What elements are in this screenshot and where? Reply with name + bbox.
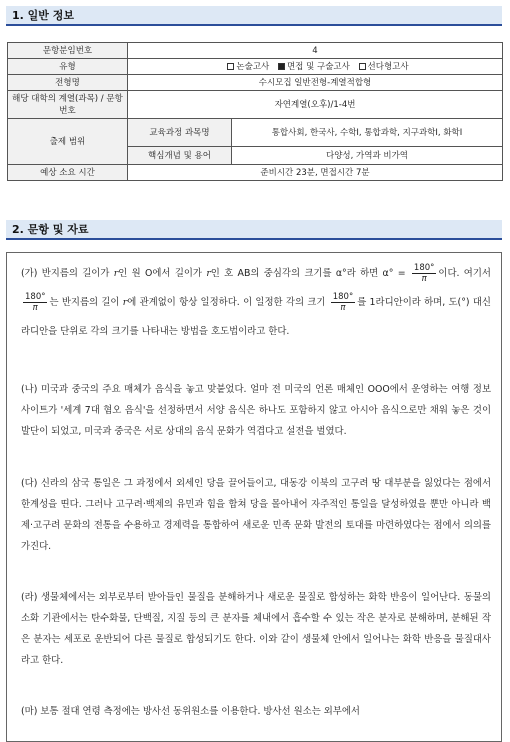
table-row (8, 165, 503, 181)
label-key-concepts: 핵심개념 및 용어 (128, 147, 232, 165)
value-admission-type: 수시모집 일반전형-계열적합형 (128, 75, 503, 91)
table-row (8, 119, 503, 147)
label-scope: 출제 범위 (8, 119, 128, 165)
general-info-table (7, 42, 503, 181)
table-row (8, 75, 503, 91)
value-type (128, 59, 503, 75)
passage-box (6, 252, 502, 742)
section-title: 1. 일반 정보 (12, 9, 74, 22)
table-row (8, 59, 503, 75)
passage-na: (나) 미국과 중국의 주요 매체가 음식을 놓고 맞붙었다. 얼마 전 미국의 언론 매체인 OOO에서 운영하는 여행 정보 사이트가 '세계 7대 혐오 음식'을 선정하면서 서양 음식은 하나도 포함하지 않고 아시아 음식으로만 채워 놓은 것이 발단이 되었고, 미국과 중국은 서로 상대의 음식 문화가 역겹다고 설전을 벌였다. (21, 384, 491, 437)
fraction: $\frac{180^\circ}{\pi}$ (25, 292, 46, 313)
fraction: $\frac{180^\circ}{\pi}$ (332, 292, 354, 313)
option-interview: 면접 및 구술고사 (286, 61, 350, 72)
value-subject: 통합사회, 한국사, 수학Ⅰ, 통합과학, 지구과학Ⅰ, 화학Ⅰ (232, 119, 503, 147)
passage-da: (다) 신라의 삼국 통일은 그 과정에서 외세인 당을 끌어들이고, 대동강 이북의 고구려 땅 대부분을 잃었다는 점에서 한계성을 띤다. 그러나 고구려·백제의 유민과 힘을 합쳐 당을 몰아내어 자주적인 통일을 달성하였을 뿐만 아니라 백제·고구려 문화의 전통을 수용하고 경제력을 통합하여 새로운 민족 문화 발전의 토대를 마련하였다는 점에서 의의를 가진다. (21, 478, 491, 552)
passage-ma: (마) 보통 절대 연령 측정에는 방사선 동위원소를 이용한다. 방사선 원소는 외부에서 (21, 706, 360, 717)
section-header-items (6, 220, 502, 240)
value-key-concepts: 다양성, 가역과 비가역 (232, 147, 503, 165)
section-title: 2. 문항 및 자료 (12, 223, 89, 236)
value-track: 자연계열(오후)/1-4번 (128, 91, 503, 119)
table-row (8, 43, 503, 59)
fraction: $\frac{180^\circ}{\pi}$ (413, 263, 435, 284)
label-time: 예상 소요 시간 (8, 165, 128, 181)
checkbox-interview[interactable] (278, 63, 285, 70)
label-track: 해당 대학의 계열(과목) / 문항번호 (8, 91, 128, 119)
label-item-number: 문항분임번호 (8, 43, 128, 59)
section-header-general-info (6, 6, 502, 26)
passage-ra: (라) 생물체에서는 외부로부터 받아들인 물질을 분해하거나 새로운 물질로 합성하는 화학 반응이 일어난다. 동물의 소화 기관에서는 탄수화물, 단백질, 지질 등의 큰 분자를 체내에서 흡수할 수 있는 작은 분자로 분해하며, 분해된 작은 분자는 세포로 운반되어 다른 물질로 합성되기도 한다. 이와 같이 생물체 안에서 일어나는 화학 반응을 물질대사라고 한다. (21, 592, 491, 666)
option-essay: 논술고사 (236, 61, 270, 72)
value-item-number: 4 (128, 43, 503, 59)
checkbox-essay[interactable] (227, 63, 234, 70)
checkbox-multiple-choice[interactable] (359, 63, 366, 70)
value-time: 준비시간 23분, 면접시간 7분 (128, 165, 503, 181)
label-admission-type: 전형명 (8, 75, 128, 91)
label-subject: 교육과정 과목명 (128, 119, 232, 147)
label-type: 유형 (8, 59, 128, 75)
table-row (8, 91, 503, 119)
passage-ga: (가) 반지름의 길이가 r인 원 O에서 길이가 r인 호 AB의 중심각의 크기를 α°라 하면 α° = $\frac{180^\circ}{\pi}$ 이다. 여기서 $\frac{180^\circ}{\pi}$ 는 반지름의 길이 r에 관계없이 항상 일정하다. 이 일정한 각의 크기 $\frac{180^\circ}{\pi}$ 를 1라디안이라 하며, 도(°) 대신 라디안을 단위로 각의 크기를 나타내는 방법을 호도법이라고 한다. (21, 263, 491, 337)
option-multiple-choice: 선다형고사 (367, 61, 409, 72)
